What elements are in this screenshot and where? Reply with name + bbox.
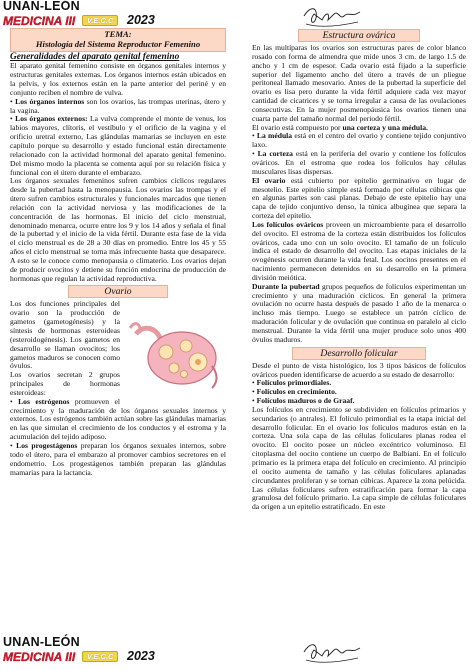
course-badge: V.E.C.C (82, 15, 118, 26)
bullet-label: Los progestágenos (16, 440, 78, 450)
page-footer (0, 636, 474, 670)
year-label: 2023 (127, 649, 155, 663)
bullet-text: son los ovarios, las trompas uterinas, útero y la vagina. (10, 96, 226, 115)
list-item: • Folículos en crecimiento. (252, 387, 337, 397)
bullet-item: • Los progestágenos preparan los órganos sexuales internos, sobre todo el útero, para el embarazo al promover cambios secretores en el endometrio. Los progestágenos también preparan las glándulas mamarias para la lactancia. (10, 440, 226, 477)
signature-logo (300, 638, 364, 666)
topic-title: Histología del Sistema Reproductor Femenino (35, 38, 201, 49)
section-title-ovario: Ovario (68, 285, 168, 298)
bullet-label: La corteza (257, 149, 293, 159)
list-item-text: Folículos maduros o de Graaf. (256, 396, 355, 406)
paragraph: Los folículos en crecimiento se subdividen en folículos primarios y secundarios (o antrales). El folículo primordial es la etapa inicial del desarrollo folicular. En el ovario los folículos maduros están en la corteza. Una sola capa de las células foliculares planas rodea el ovocito. El oocito posee un núcleo excéntrico voluminoso. El citoplasma del oocito contiene un cuerpo de Balbiani. En el folículo primario es la primera etapa del folículo en crecimiento. Al principio el oocito aumenta de tamaño y las células foliculares aplanadas circundantes proliferan y se tornan cúbicas. Aparece la zona pelúcida. Las células foliculares sufren estratificación para formar la capa granulosa del folículo primario. La capa simple de células foliculares da origen a un epitelio estratificado. En este (252, 404, 466, 512)
bullet-text: está en el centro del ovario y contiene tejido conjuntivo laxo. (252, 131, 467, 150)
bullet-text: preparan los órganos sexuales internos, sobre todo el útero, para el embarazo al promover cambios secretores en el endometrio. Los progestágenos también preparan las glándulas mamarias para la lactancia. (10, 440, 226, 477)
university-name: UNAN-LEÓN (3, 0, 80, 13)
bullet-text: promueven el crecimiento y la maduración de los órganos sexuales internos y externos. Los estrógenos también actúan sobre las glándulas mamarias en las que simulan el crecimiento de los conductos y el estroma y la acumulación del tejido adiposo. (10, 396, 226, 442)
paragraph: Desde el punto de vista histológico, los 3 tipos básicos de folículos ováricos pueden identificarse de acuerdo a su estado de desarrollo: (252, 360, 466, 379)
course-badge: V.E.C.C (82, 651, 118, 662)
faculty-name: MEDICINA III (3, 14, 76, 28)
paragraph (252, 177, 466, 221)
paragraph: Los dos funciones principales del ovario son la producción de gametos (gametogénesis) y la síntesis de hormonas esteroideas (esteroidogénesis). Los gametos en desarrollo se llaman ovocitos; los gametos maduros se conocen como óvulos. (10, 299, 120, 371)
university-name: UNAN-LEÓN (3, 635, 80, 649)
right-column (252, 28, 466, 512)
emphasis: Los folículos ováricos (252, 219, 324, 229)
paragraph: En las multíparas los ovarios son estructuras pares de color blanco rosado con forma de almendra que mide unos 3 cm. de largo 1.5 de ancho y 1 cm de espesor. Cada ovario está fijado a la superficie superior del ligamento ancho del útero a través de un pliegue peritoneal llamado mesovario. Antes de la pubertad la superficie del ovario es lisa pero durante la vida fértil adquiere cada vez mayor cantidad de cicatrices y se torna irregular a causa de las ovulaciones consecutivas. En la mujer posmenopáusica los ovarios tienen una cuarta parte del tamaño normal del periodo fértil. (252, 43, 466, 123)
bullet-text: La vulva comprende el monte de venus, los labios mayores, clítoris, el vestíbulo y el orificio de la vagina y el orificio uretral externo, Las glándulas mamarias se incluyen en este capítulo porque su desarrollo y estado funcional están directamente relacionado con la actividad hormonal del aparato genital femenino. Del mismo modo la placenta se comenta aquí por su relación física y funcional con el útero durante el embarazo. (10, 114, 226, 177)
paragraph: Los órganos sexuales femeninos sufren cambios cíclicos regulares desde la pubertad hasta la menopausia. Los ovarios las trompas y el útero sufren cambios estructurales y funcionales marcados que tienen relación con la actividad nerviosa y las modificaciones de la concentración de las hormonas. El inicio del ciclo menstrual, denominado menarca, ocurre entre los 9 y los 14 años y señala el final de la pubertad y el inicio de la vida fértil. Durante esta fase de la vida el ciclo menstrual es de 28 a 30 días en promedio. Entre los 45 y 55 años el ciclo menstrual se torna más infrecuente hasta que desaparece. A esto se le conoce como menopausia o climaterio. Los ovarios dejan de producir ovocitos y detiene su función endocrina de producción de hormonas que regulan la actividad reproductiva. (10, 176, 226, 283)
bullet-label: Los estrógenos (18, 396, 70, 406)
emphasis: una corteza y una médula. (342, 122, 428, 132)
emphasis: Durante la pubertad (252, 281, 320, 291)
bullet-item: • Los órganos internos son los ovarios, las trompas uterinas, útero y la vagina. (10, 96, 226, 115)
year-label: 2023 (127, 13, 155, 27)
bullet-item: • Los estrógenos promueven el crecimiento y la maduración de los órganos sexuales internos y externos. Los estrógenos también actúan sobre las glándulas mamarias en las que simulan el crecimiento de los conductos y el estroma y la acumulación del tejido adiposo. (10, 396, 226, 442)
faculty-name: MEDICINA III (3, 650, 76, 664)
bullet-label: Los órganos internos (15, 96, 85, 106)
topic-label: TEMA: (104, 29, 132, 39)
bullet-text: está en la periferia del ovario y contiene los folículos ováricos. En el estroma que rodea los folículos hay células musculares lisas dispersas. (252, 149, 466, 176)
bullet-label: La médula (256, 131, 293, 141)
paragraph-text: grupos pequeños de folículos experimentan un crecimiento y una maduración cíclicos. En general la primera ovulación no ocurre hasta después de pasado 1 año de la menarca o incluso más tiempo. Luego se establece un patrón cíclico de maduración folicular y de ovulación que continua en paralelo al ciclo menstrual. Durante la vida fértil una mujer produce solo unos 400 óvulos maduros. (252, 281, 467, 344)
topic-box (10, 28, 226, 52)
paragraph-text: proveen un microambiente para el desarrollo del ovocito. El estroma de la corteza están distribuidos los folículos ováricos, cada uno con un solo ovocito. El tamaño de un folículo indica el estado de desarrollo del ovocito. Las etapas iniciales de la ovogénesis ocurren durante la vida fetal. Los oocitos presentes en el nacimiento permanecen detenidos en su desarrollo en la primera división meiótica. (252, 219, 466, 282)
paragraph-text: El ovario está compuesto por (252, 122, 343, 132)
paragraph: El aparato genital femenino consiste en órganos genitales internos y estructuras genitales externas. Los órganos internos están ubicados en la pelvis, y los externos están en la parte anterior del periné y en conjunto reciben el nombre de vulva. (10, 61, 226, 97)
section-title-generalidades: Generalidades del aparato genital femenino (10, 52, 180, 63)
paragraph-text: está cubierto por epitelio germinativo en lugar de mesotelio. Este epitelio simple está formado por células cúbicas que en algunas partes son casi planas. Debajo de este epitelio hay una capa de tejido conjuntivo denso, la túnica albugínea que separa la corteza del epitelio. (252, 175, 466, 221)
paragraph (252, 283, 466, 345)
bullet-item: • Los órganos externos: La vulva comprende el monte de venus, los labios mayores, clítoris, el vestíbulo y el orificio de la vagina y el orificio uretral externo, Las glándulas mamarias se incluyen en este capítulo porque su desarrollo y estado funcional están directamente relacionado con la actividad hormonal del aparato genital femenino. Del mismo modo la placenta se comenta aquí por su relación física y funcional con el útero durante el embarazo. (10, 114, 226, 177)
list-item-text: Folículos primordiales. (256, 378, 332, 388)
emphasis: El ovario (252, 175, 286, 185)
list-item: • Folículos primordiales. (252, 378, 332, 388)
bullet-item: • La corteza está en la periferia del ovario y contiene los folículos ováricos. En el estroma que rodea los folículos hay células musculares lisas dispersas. (252, 149, 466, 176)
signature-logo (300, 2, 364, 30)
list-item: • Folículos maduros o de Graaf. (252, 396, 355, 406)
paragraph (252, 221, 466, 283)
left-column (10, 28, 226, 477)
bullet-label: Los órganos externos: (15, 114, 88, 124)
bullet-item: • La médula está en el centro del ovario y contiene tejido conjuntivo laxo. (252, 131, 467, 150)
section-title-desarrollo: Desarrollo folicular (292, 347, 426, 360)
section-title-estructura: Estructura ovárica (298, 29, 420, 42)
list-item-text: Folículos en crecimiento. (256, 387, 337, 397)
ovary-illustration (126, 300, 226, 400)
paragraph: Los ovarios secretan 2 grupos principales de hormonas esteroideas: (10, 370, 120, 397)
